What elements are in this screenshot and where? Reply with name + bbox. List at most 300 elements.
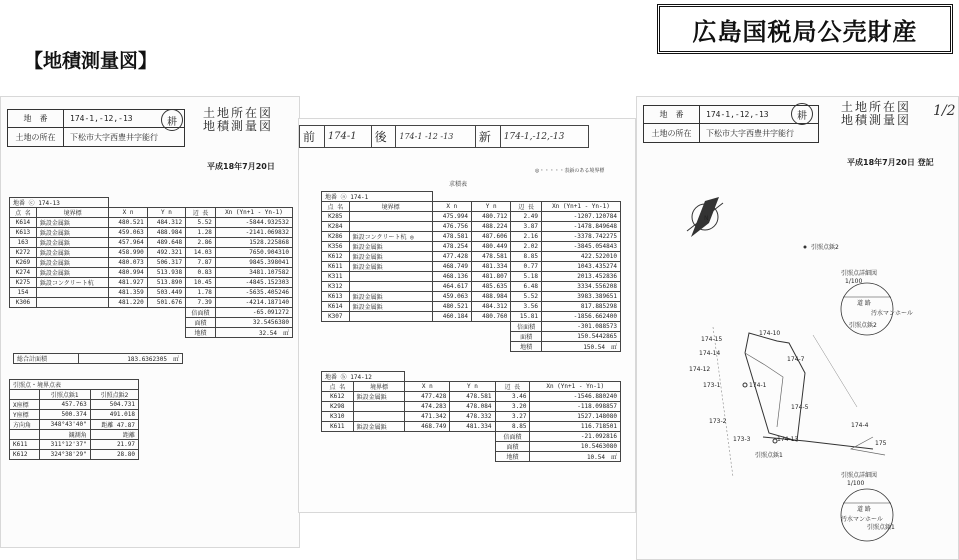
summary-value: 10.54 ㎡ [530,452,621,462]
table-cell: 2.86 [186,238,216,248]
table-cell: K614 [322,302,350,312]
table-cell: 488.224 [472,222,511,232]
table-header-row [322,382,621,392]
north-arrow-icon [687,197,723,237]
table-cell: 481.220 [109,298,147,308]
column-header: Xn (Yn+1 - Yn-1) [541,202,620,212]
summary-value: 32.5456380 [215,318,292,328]
table-cell: 2.02 [511,242,542,252]
location-label: 土地の所在 [8,128,64,146]
table-cell: 28.80 [90,450,138,460]
table-cell: 487.606 [472,232,511,242]
table-cell: 21.97 [90,440,138,450]
middle-area-sheet [298,118,636,513]
table-cell [353,412,405,422]
table-cell: 468.136 [432,272,471,282]
table-cell: -4845.152303 [215,278,292,288]
table-cell [10,430,40,440]
table-cell: 458.990 [109,248,147,258]
column-header: 点 名 [10,208,37,218]
table-cell: 457.763 [39,400,90,410]
parcel-label: 地 番 [644,106,700,123]
column-header: 境界標 [349,202,432,212]
table-cell: 480.712 [472,212,511,222]
table-cell: 324°38'29" [39,450,90,460]
table-cell: -5844.932532 [215,218,292,228]
table-cell: 480.521 [432,302,471,312]
column-header: Y n [472,202,511,212]
column-header: X n [109,208,147,218]
table-cell: 距離 47.87 [90,420,138,430]
table-cell [36,298,108,308]
table-cell: 485.635 [472,282,511,292]
table-cell: 480.760 [472,312,511,322]
table-cell [349,272,432,282]
summary-label: 地積 [511,342,542,352]
column-header: X n [432,202,471,212]
table-cell: K272 [10,248,37,258]
table-cell: 492.321 [147,248,185,258]
public-sale-badge: 広島国税局公売財産 [657,4,953,54]
reference-pin-1-label: 引照点鋲1 [755,452,783,459]
table-cell: K284 [322,222,350,232]
table-cell: 460.184 [432,312,471,322]
right-location-sheet [636,96,959,560]
summary-value: -301.088573 [541,322,620,332]
table-cell: K611 [322,422,354,432]
table-cell: 5.52 [186,218,216,228]
summary-label: 倍面積 [186,308,216,318]
lot-label: 173-2 [709,418,727,425]
table-title: 地番 ⓒ 174-13 [10,198,109,208]
table-cell: 480.994 [109,268,147,278]
table-row [322,392,621,402]
table-cell: 464.617 [432,282,471,292]
total-area-table: 総合計面積 183.6362305 ㎡ [13,353,183,364]
table-cell: -1856.662400 [541,312,620,322]
lot-label: 175 [875,440,887,447]
table-cell: 10.45 [186,278,216,288]
svg-text:汚水マンホール: 汚水マンホール [841,516,883,523]
table-cell: K611 [322,262,350,272]
summary-label: 地積 [186,328,216,338]
summary-value: -21.092816 [530,432,621,442]
svg-text:引照点鋲2: 引照点鋲2 [849,322,877,329]
page-title: 【地積測量図】 [24,50,158,72]
summary-row [10,328,293,338]
table-row [322,252,621,262]
table-cell: 481.359 [109,288,147,298]
table-cell: K275 [10,278,37,288]
column-header: Y n [147,208,185,218]
lot-change-strip: 前 174-1 後 174-1 -12 -13 新 174-1,-12,-13 [299,125,589,148]
table-cell: 513.938 [147,268,185,278]
lot-map-drawing [637,97,959,560]
table-cell: 468.749 [432,262,471,272]
table-cell: 鋲設金属鋲 [349,252,432,262]
summary-row [322,342,621,352]
table-cell [349,282,432,292]
column-header: 引照点鋲2 [90,390,138,400]
survey-date: 平成18年7月20日 登記 [847,158,934,167]
table-cell: 478.084 [450,402,495,412]
table-row [10,238,293,248]
table-cell: 477.428 [405,392,450,402]
table-cell: 348°43'40" [39,420,90,430]
table-row [322,262,621,272]
table-cell: K306 [10,298,37,308]
table-cell: 14.03 [186,248,216,258]
table-cell: 477.428 [432,252,471,262]
location-label: 土地の所在 [644,124,700,142]
table-cell: -118.098857 [530,402,621,412]
table-cell: 478.332 [450,412,495,422]
table-cell: 鋲設金属鋲 [36,268,108,278]
table-cell: 484.312 [147,218,185,228]
table-cell: K286 [322,232,350,242]
table-cell: 8.85 [511,252,542,262]
sheet-title: 土地所在図 地積測量図 [841,100,912,127]
lot-label: 174-15 [701,336,723,343]
table-cell [349,312,432,322]
column-header: X n [405,382,450,392]
table-row [10,450,139,460]
area-table-174-12 [321,371,621,462]
table-cell: K612 [322,392,354,402]
summary-value: 150.54 ㎡ [541,342,620,352]
table-cell: 2.49 [511,212,542,222]
table-cell: -5635.405246 [215,288,292,298]
table-cell: 475.994 [432,212,471,222]
table-cell: 480.073 [109,258,147,268]
table-cell: 154 [10,288,37,298]
summary-label: 地積 [495,452,530,462]
svg-text:道 路: 道 路 [857,506,871,513]
svg-text:引照点鋲1: 引照点鋲1 [867,524,895,531]
table-cell: 513.890 [147,278,185,288]
table-title: 地番 ⓑ 174-12 [322,372,405,382]
table-cell: K613 [322,292,350,302]
table-cell: 3.46 [495,392,530,402]
lot-label: 174-1 [749,382,767,389]
table-row [10,268,293,278]
table-cell: 鋲設金属鋲 [36,218,108,228]
left-header-table [7,109,185,147]
table-row [322,412,621,422]
table-cell: 459.063 [109,228,147,238]
table-cell: 1043.435274 [541,262,620,272]
table-cell: 501.676 [147,298,185,308]
table-cell: 500.374 [39,410,90,420]
column-header: 点 名 [322,382,354,392]
lot-label: 174-10 [759,330,781,337]
table-cell: 459.063 [432,292,471,302]
table-cell: 481.334 [472,262,511,272]
table-cell: 422.522010 [541,252,620,262]
table-cell: 489.648 [147,238,185,248]
table-cell: 鋲設金属鋲 [36,248,108,258]
table-cell: 鋲設金属鋲 [349,302,432,312]
area-calc-caption: 求積表 [449,181,468,188]
table-cell: -1478.849648 [541,222,620,232]
summary-row [10,318,293,328]
table-cell: Y座標 [10,410,40,420]
table-cell: 478.581 [450,392,495,402]
table-cell: 163 [10,238,37,248]
column-header: Xn (Yn+1 - Yn-1) [530,382,621,392]
parcel-value: 174-1,-12,-13 [70,114,133,123]
table-cell [349,222,432,232]
svg-text:道 路: 道 路 [857,300,871,307]
column-header: 辺 長 [511,202,542,212]
table-cell: 478.581 [432,232,471,242]
table-cell: K356 [322,242,350,252]
surveyor-seal: 耕 [161,109,183,131]
table-row [10,288,293,298]
lot-label: 174-7 [787,356,805,363]
table-row [10,430,139,440]
table-cell: K611 [10,440,40,450]
table-row [322,312,621,322]
column-header: 引照点鋲1 [39,390,90,400]
table-header-row [322,202,621,212]
table-cell [353,402,405,412]
sheet-title: 土地所在図 地積測量図 [203,106,274,133]
svg-text:引照点詳細図: 引照点詳細図 [841,472,878,479]
table-cell: 5.18 [511,272,542,282]
table-cell: 3983.389651 [541,292,620,302]
area-table-174-13 [9,197,293,338]
table-cell: 457.964 [109,238,147,248]
table-cell: 鋲設金属鋲 [349,242,432,252]
table-cell: 方向角 [10,420,40,430]
table-cell: 鋲設金属鋲 [349,292,432,302]
table-cell: K285 [322,212,350,222]
table-cell: 478.254 [432,242,471,252]
summary-value: -65.091272 [215,308,292,318]
page-number: 1/2 [933,103,956,119]
table-cell: -4214.187140 [215,298,292,308]
summary-label: 面積 [511,332,542,342]
table-title: 地番 ⓐ 174-1 [322,192,433,202]
table-cell: 506.317 [147,258,185,268]
table-cell: 476.756 [432,222,471,232]
summary-row [322,332,621,342]
north-label: N [704,215,709,222]
parcel-label: 地 番 [8,110,64,127]
table-cell: 2013.452836 [541,272,620,282]
table-row [10,400,139,410]
table-row [322,282,621,292]
survey-date: 平成18年7月20日 [207,162,275,171]
table-cell: 478.581 [472,252,511,262]
table-cell: 474.283 [405,402,450,412]
table-cell: 鋲設金属鋲 [36,258,108,268]
table-row [322,232,621,242]
summary-row [10,308,293,318]
summary-label: 倍面積 [511,322,542,332]
svg-text:1/100: 1/100 [845,278,863,285]
table-row [322,222,621,232]
table-cell [36,288,108,298]
table-cell: 488.984 [147,228,185,238]
table-cell: 491.018 [90,410,138,420]
table-cell: 116.718501 [530,422,621,432]
column-header: 境界標 [353,382,405,392]
table-cell: 484.312 [472,302,511,312]
table-row [322,272,621,282]
table-row [322,292,621,302]
table-cell: -1207.120784 [541,212,620,222]
reference-detail-1 [841,269,913,335]
table-cell: 7.87 [186,258,216,268]
summary-value: 32.54 ㎡ [215,328,292,338]
summary-row [322,442,621,452]
table-cell: 480.521 [109,218,147,228]
table-cell: K298 [322,402,354,412]
table-cell: 0.77 [511,262,542,272]
table-cell: 1.78 [186,288,216,298]
table-cell: K307 [322,312,350,322]
column-header: Xn (Yn+1 - Yn-1) [215,208,292,218]
table-row [10,440,139,450]
table-row [10,298,293,308]
table-cell: 鋲設コンクリート杭 ◎ [349,232,432,242]
table-cell: K269 [10,258,37,268]
table-cell: 距離 [90,430,138,440]
table-cell: K612 [10,450,40,460]
table-cell: 鋲設金属鋲 [36,228,108,238]
table-cell: 鋲設金属鋲 [353,422,405,432]
table-row [322,402,621,412]
table-row [322,212,621,222]
table-cell: 3.20 [495,402,530,412]
table-row [322,422,621,432]
table-row [10,218,293,228]
table-cell: 6.48 [511,282,542,292]
lot-label: 174-4 [851,422,869,429]
reference-pin-2-label: 引照点鋲2 [811,244,839,251]
table-row [10,420,139,430]
table-cell: 3481.107582 [215,268,292,278]
reference-detail-2 [841,471,895,541]
summary-label: 面積 [495,442,530,452]
table-row [10,228,293,238]
table-row [322,302,621,312]
lot-label: 174-13 [777,436,799,443]
table-cell: 1527.148080 [530,412,621,422]
table-cell: 鋲設金属鋲 [36,238,108,248]
table-cell: 504.731 [90,400,138,410]
table-cell: 0.83 [186,268,216,278]
column-header [10,390,40,400]
reference-point-table [9,379,139,460]
table-cell: 1.28 [186,228,216,238]
table-cell: 7.39 [186,298,216,308]
parcel-value: 174-1,-12,-13 [706,110,769,119]
table-cell: 1528.225868 [215,238,292,248]
legend-note: ◎・・・・・表鋲のある境界標 [535,168,605,174]
summary-row [322,322,621,332]
table-cell: 503.449 [147,288,185,298]
table-cell: -3845.054843 [541,242,620,252]
area-table-174-1 [321,191,621,352]
column-header: Y n [450,382,495,392]
svg-text:1/100: 1/100 [847,480,865,487]
table-cell: 481.334 [450,422,495,432]
left-survey-sheet [0,96,300,548]
table-row [10,248,293,258]
table-cell: -2141.069832 [215,228,292,238]
table-cell: -1546.880240 [530,392,621,402]
table-row [322,242,621,252]
summary-label: 倍面積 [495,432,530,442]
table-cell: 817.885298 [541,302,620,312]
summary-value: 10.5463080 [530,442,621,452]
table-cell: 観測角 [39,430,90,440]
location-value: 下松市大字西豊井字能行 [70,132,158,142]
table-cell: 481.927 [109,278,147,288]
table-cell: 2.16 [511,232,542,242]
table-cell: 3.87 [511,222,542,232]
table-cell: 471.342 [405,412,450,422]
table-cell [349,212,432,222]
table-cell: 3.56 [511,302,542,312]
table-cell: K310 [322,412,354,422]
table-row [10,410,139,420]
table-cell: 9845.398041 [215,258,292,268]
column-header: 境界標 [36,208,108,218]
location-value: 下松市大字西豊井字能行 [706,128,794,138]
table-cell: K612 [322,252,350,262]
column-header: 辺 長 [495,382,530,392]
table-cell: K311 [322,272,350,282]
summary-value: 150.5442865 [541,332,620,342]
table-cell: K312 [322,282,350,292]
table-cell: 15.81 [511,312,542,322]
table-cell: K274 [10,268,37,278]
table-cell: 8.85 [495,422,530,432]
surveyor-seal: 耕 [791,103,813,125]
lot-label: 174-14 [699,350,721,357]
table-cell: 3334.556208 [541,282,620,292]
lot-label: 174-12 [689,366,711,373]
column-header: 点 名 [322,202,350,212]
svg-text:汚水マンホール: 汚水マンホール [871,310,913,317]
table-header-row [10,208,293,218]
table-row [10,258,293,268]
table-cell: 鋲設金属鋲 [353,392,405,402]
table-cell: 3.27 [495,412,530,422]
summary-row [322,432,621,442]
table-cell: 480.449 [472,242,511,252]
table-cell: 鋲設コンクリート杭 [36,278,108,288]
summary-row [322,452,621,462]
svg-text:引照点詳細図: 引照点詳細図 [841,270,878,277]
reference-table-title: 引照点・境界点表 [10,380,139,390]
table-cell: 481.807 [472,272,511,282]
table-cell: 311°12'37" [39,440,90,450]
table-cell: X座標 [10,400,40,410]
table-cell: -3378.742275 [541,232,620,242]
summary-label: 面積 [186,318,216,328]
table-row [10,278,293,288]
table-cell: K613 [10,228,37,238]
lot-label: 173-1 [703,382,721,389]
lot-label: 174-5 [791,404,809,411]
table-cell: K614 [10,218,37,228]
table-cell: 鋲設金属鋲 [349,262,432,272]
